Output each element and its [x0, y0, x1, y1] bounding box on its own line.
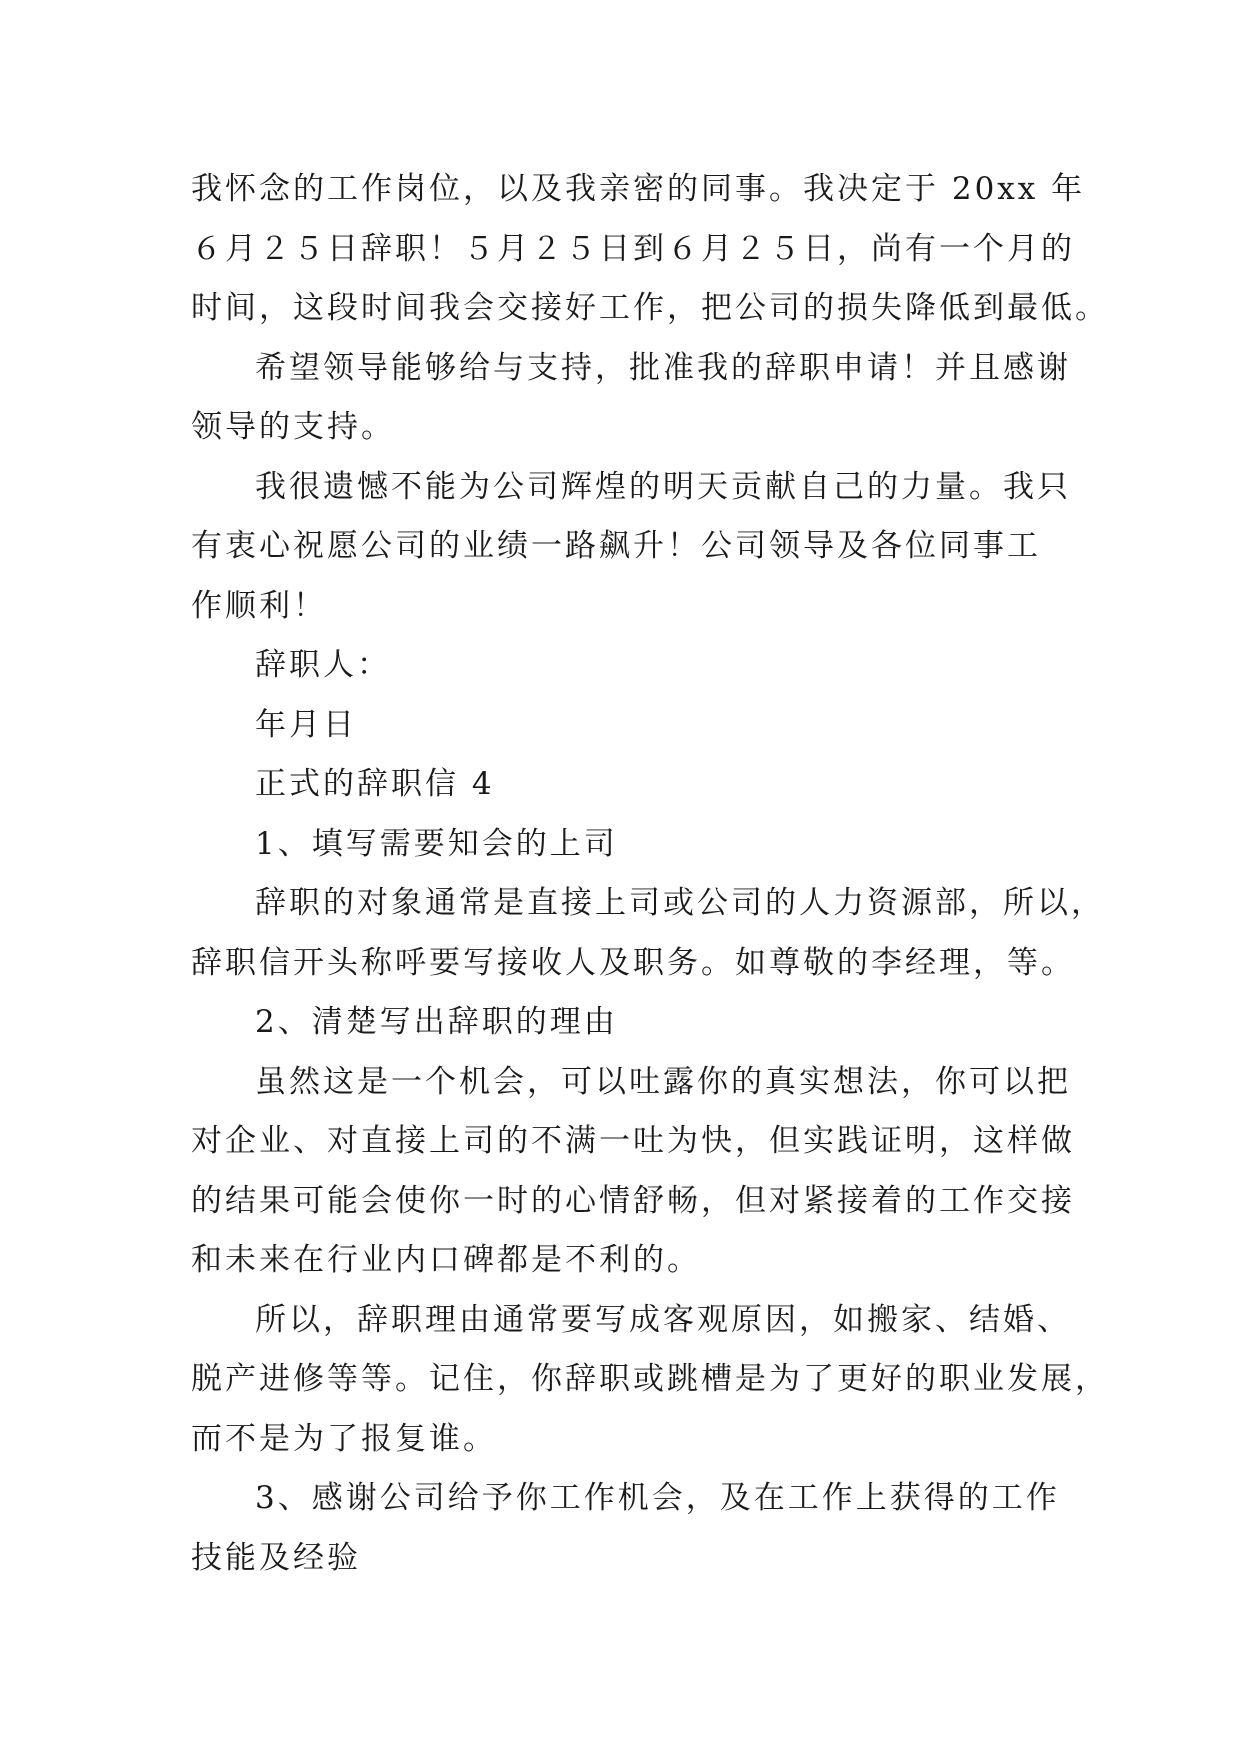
text-line: 辞职的对象通常是直接上司或公司的人力资源部，所以， [255, 885, 1105, 921]
text-line: 而不是为了报复谁。 [191, 1420, 497, 1457]
text-line: 所以，辞职理由通常要写成客观原因，如搬家、结婚、 [255, 1301, 1071, 1338]
text-line: ６月２５日辞职！５月２５日到６月２５日，尚有一个月的 [191, 230, 1075, 267]
list-item-heading: 3、感谢公司给予你工作机会，及在工作上获得的工作 [255, 1480, 1060, 1516]
section-title: 正式的辞职信 4 [255, 766, 495, 802]
text-line: 虽然这是一个机会，可以吐露你的真实想法，你可以把 [255, 1063, 1071, 1100]
text-line: 对企业、对直接上司的不满一吐为快，但实践证明，这样做 [191, 1123, 1075, 1159]
text-line: 辞职信开头称呼要写接收人及职务。如尊敬的李经理，等。 [191, 944, 1075, 981]
text-line: 我怀念的工作岗位，以及我亲密的同事。我决定于 20xx 年 [191, 171, 1086, 207]
text-line: 技能及经验 [191, 1539, 361, 1576]
signature-label: 辞职人： [255, 647, 391, 683]
text-line: 脱产进修等等。记住，你辞职或跳槽是为了更好的职业发展， [191, 1361, 1109, 1397]
text-line: 作顺利！ [191, 587, 327, 624]
list-item-heading: 2、清楚写出辞职的理由 [255, 1004, 618, 1040]
date-label: 年月日 [255, 706, 357, 743]
list-item-heading: 1、填写需要知会的上司 [255, 825, 618, 862]
text-line: 希望领导能够给与支持，批准我的辞职申请！并且感谢 [255, 349, 1071, 386]
text-line: 有衷心祝愿公司的业绩一路飙升！公司领导及各位同事工 [191, 528, 1041, 564]
text-line: 的结果可能会使你一时的心情舒畅，但对紧接着的工作交接 [191, 1182, 1075, 1219]
text-line: 领导的支持。 [191, 409, 395, 445]
text-line: 时间，这段时间我会交接好工作，把公司的损失降低到最低。 [191, 290, 1109, 326]
text-line: 我很遗憾不能为公司辉煌的明天贡献自己的力量。我只 [255, 468, 1071, 505]
text-line: 和未来在行业内口碑都是不利的。 [191, 1242, 701, 1278]
document-body [191, 160, 1109, 1588]
